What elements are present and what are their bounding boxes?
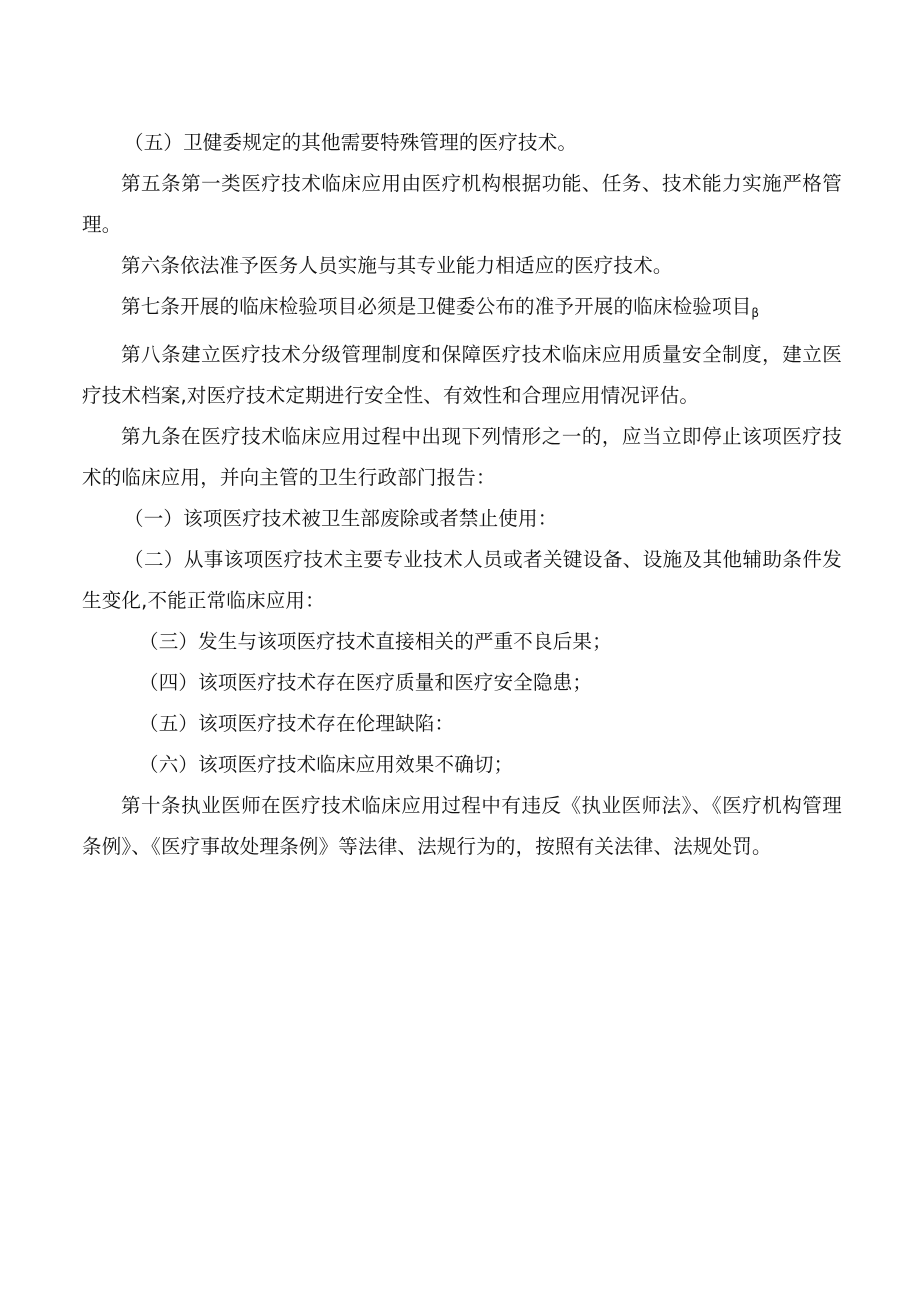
paragraph-article-5: 第五条第一类医疗技术临床应用由医疗机构根据功能、任务、技术能力实施严格管理。 <box>82 172 842 236</box>
paragraph-article-8: 第八条建立医疗技术分级管理制度和保障医疗技术临床应用质量安全制度，建立医疗技术档案,对医疗技术定期进行安全性、有效性和合理应用情况评估。 <box>82 343 842 407</box>
document-body <box>82 122 842 867</box>
paragraph-item-5: （五）该项医疗技术存在伦理缺陷： <box>139 712 455 735</box>
paragraph-article-6: 第六条依法准予医务人员实施与其专业能力相适应的医疗技术。 <box>121 254 673 277</box>
paragraph-item-2: （二）从事该项医疗技术主要专业技术人员或者关键设备、设施及其他辅助条件发生变化,不能正常临床应用： <box>82 548 842 612</box>
paragraph-item-3: （三）发生与该项医疗技术直接相关的严重不良后果； <box>139 630 612 653</box>
paragraph-item-1: （一）该项医疗技术被卫生部废除或者禁止使用： <box>124 507 558 530</box>
paragraph-article-9: 第九条在医疗技术临床应用过程中出现下列情形之一的，应当立即停止该项医疗技术的临床应用，并向主管的卫生行政部门报告： <box>82 425 842 489</box>
paragraph-item-6: （六）该项医疗技术临床应用效果不确切； <box>139 753 514 776</box>
paragraph-article-7 <box>82 286 842 334</box>
paragraph-item-4: （四）该项医疗技术存在医疗质量和医疗安全隐患； <box>139 671 593 694</box>
paragraph-article-7-text: 第七条开展的临床检验项目必须是卫健委公布的准予开展的临床检验项目 <box>121 295 752 318</box>
paragraph-article-7-tail: β <box>751 306 760 320</box>
paragraph-item-5-special-management: （五）卫健委规定的其他需要特殊管理的医疗技术。 <box>124 131 578 154</box>
paragraph-article-10: 第十条执业医师在医疗技术临床应用过程中有违反《执业医师法》、《医疗机构管理条例》、《医疗事故处理条例》等法律、法规行为的，按照有关法律、法规处罚。 <box>82 794 842 858</box>
